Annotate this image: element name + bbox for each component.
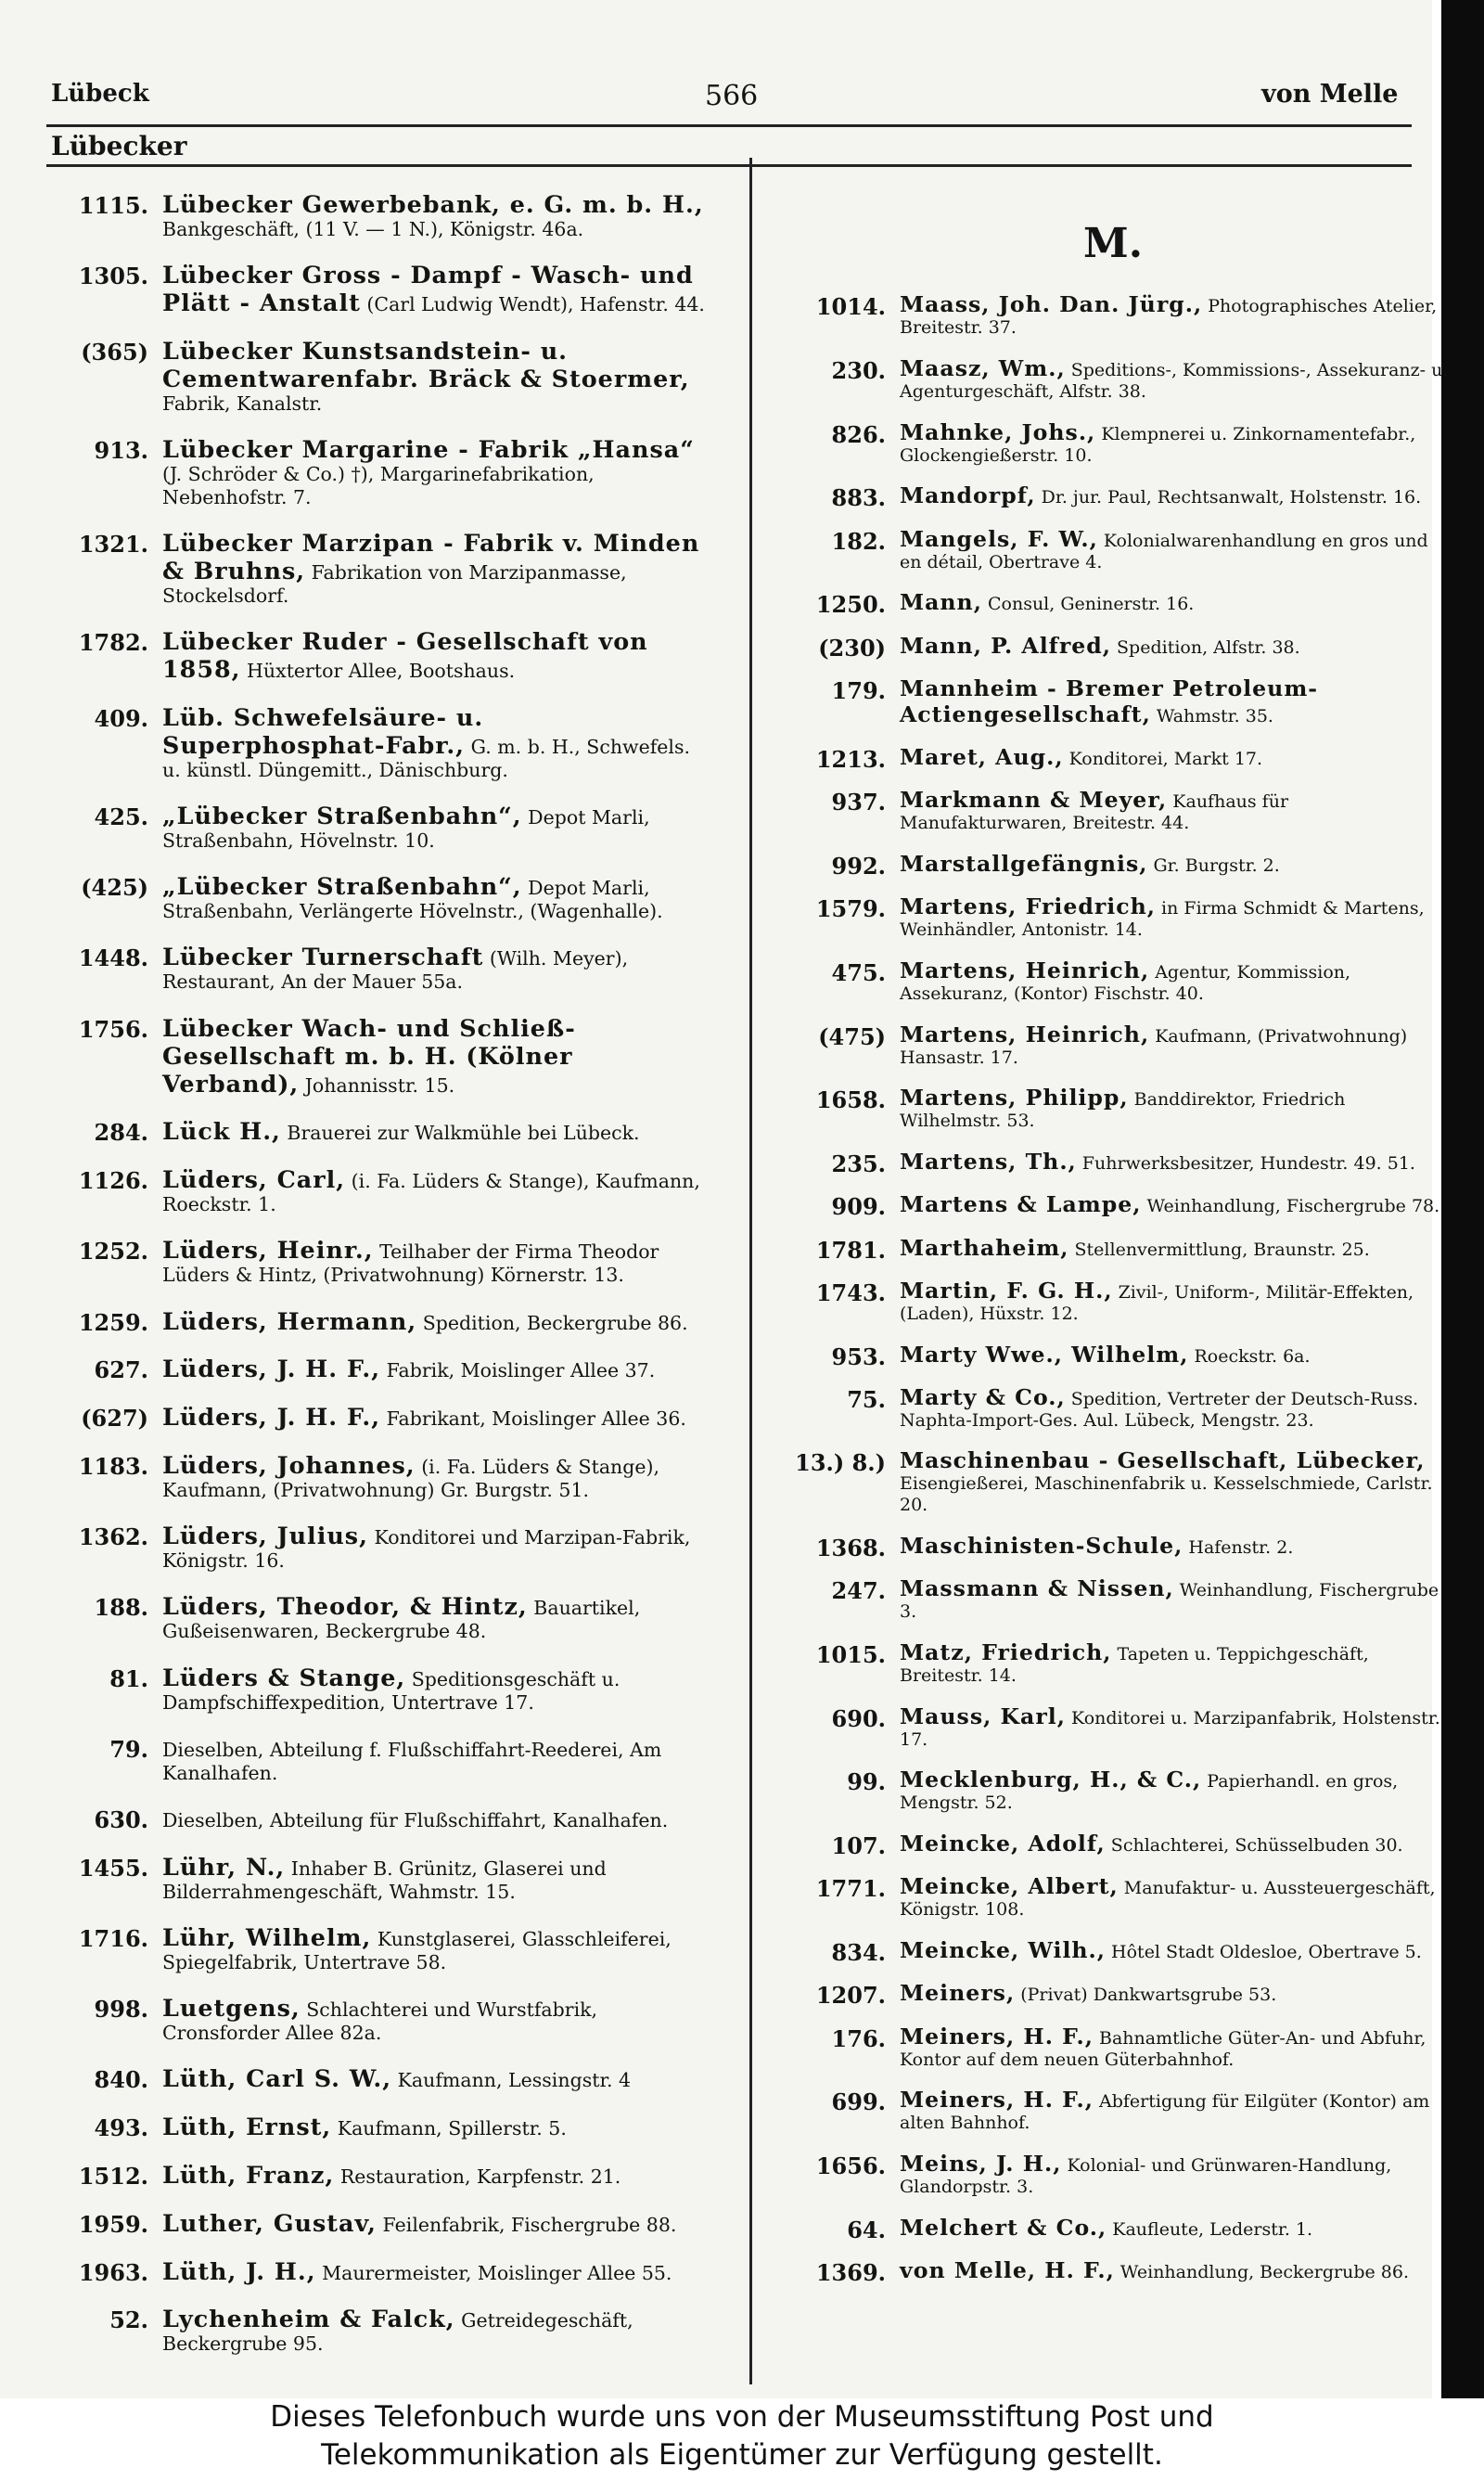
directory-entry <box>774 291 1452 339</box>
subscriber-detail: Kunstglaserei, Glasschleiferei, Spiegelfabrik, Untertrave 58. <box>162 1928 672 1974</box>
subscriber-detail: Kolonialwarenhandlung en gros und en détail, Obertrave 4. <box>900 530 1428 572</box>
directory-entry <box>37 1994 714 2044</box>
phone-number: 1656. <box>815 2152 886 2180</box>
phone-number: 182. <box>831 527 886 555</box>
subscriber-detail: (Carl Ludwig Wendt), Hafenstr. 44. <box>366 293 705 316</box>
subscriber-name: Lüders, Johannes, <box>162 1451 416 1480</box>
subscriber-detail: Bankgeschäft, (11 V. — 1 N.), Königstr. 46a. <box>162 218 584 240</box>
subscriber-name: Martens, Philipp, <box>900 1085 1129 1112</box>
directory-entry <box>37 337 714 415</box>
directory-entry <box>774 1022 1452 1069</box>
subscriber-name: Maasz, Wm., <box>900 354 1066 381</box>
subscriber-name: Lüders, Hermann, <box>162 1306 417 1335</box>
subscriber-name: Mecklenburg, H., & C., <box>900 1767 1202 1793</box>
footer-notice <box>0 2398 1484 2480</box>
subscriber-name: Lück H., <box>162 1117 281 1146</box>
phone-number: 188. <box>94 1594 148 1622</box>
subscriber-name: Maret, Aug., <box>900 743 1064 770</box>
subscriber-name: „Lübecker Straßenbahn“, <box>162 802 522 830</box>
directory-entry <box>774 1937 1452 1967</box>
subscriber-name: Mahnke, Johs., <box>900 418 1096 445</box>
subscriber-name: Lübecker Ruder - Gesellschaft von 1858, <box>162 627 648 684</box>
phone-number: (475) <box>818 1022 886 1050</box>
subscriber-name: „Lübecker Straßenbahn“, <box>162 872 522 901</box>
subscriber-detail: (i. Fa. Lüders & Stange), Kaufmann, Roeckstr. 1. <box>162 1170 700 1216</box>
phone-number: 1781. <box>815 1236 886 1264</box>
subscriber-detail: (J. Schröder & Co.) †), Margarinefabrikation, Nebenhofstr. 7. <box>162 463 595 508</box>
subscriber-name: Meincke, Albert, <box>900 1873 1119 1900</box>
subscriber-detail: Feilenfabrik, Fischergrube 88. <box>382 2213 677 2236</box>
subscriber-detail: Kaufmann, Lessingstr. 4 <box>397 2069 632 2092</box>
subscriber-detail: Spedition, Alfstr. 38. <box>1117 636 1300 658</box>
subscriber-detail: Weinhandlung, Fischergrube 78. <box>1146 1196 1440 1217</box>
directory-entry <box>774 1149 1452 1178</box>
subscriber-detail: Johannisstr. 15. <box>304 1073 455 1097</box>
phone-number: 630. <box>94 1806 148 1834</box>
directory-entry <box>774 1980 1452 2010</box>
subscriber-name: Lüders, Theodor, & Hintz, <box>162 1592 528 1621</box>
subscriber-detail: in Firma Schmidt & Martens, Weinhändler, Antonistr. 14. <box>900 898 1425 941</box>
phone-number: (627) <box>81 1405 148 1433</box>
directory-entry <box>774 589 1452 619</box>
subscriber-detail: Speditions-, Kommissions-, Assekuranz- u. Agenturgeschäft, Alfstr. 38. <box>900 359 1449 402</box>
subscriber-name: Maass, Joh. Dan. Jürg., <box>900 291 1203 317</box>
directory-entry <box>774 1447 1452 1515</box>
directory-entry <box>37 1805 714 1832</box>
subscriber-detail: G. m. b. H., Schwefels. u. künstl. Düngemitt., Dänischburg. <box>162 735 691 781</box>
subscriber-name: Marty Wwe., Wilhelm, <box>900 1341 1189 1368</box>
phone-number: 690. <box>831 1704 886 1732</box>
directory-entry <box>37 802 714 852</box>
phone-number: 1259. <box>78 1308 148 1336</box>
directory-entry <box>37 2257 714 2285</box>
catchword-left: Lübecker <box>51 131 187 161</box>
phone-number: 953. <box>831 1343 886 1370</box>
subscriber-detail: Hôtel Stadt Oldesloe, Obertrave 5. <box>1111 1942 1422 1963</box>
subscriber-detail: Dieselben, Abteilung f. Flußschiffahrt-Reederei, Am Kanalhafen. <box>162 1738 662 1784</box>
subscriber-name: Massmann & Nissen, <box>900 1575 1174 1602</box>
phone-number: (425) <box>81 874 148 902</box>
directory-entry <box>37 1355 714 1382</box>
phone-number: 627. <box>94 1356 148 1384</box>
phone-number: 1756. <box>78 1015 148 1043</box>
directory-entry <box>37 703 714 781</box>
phone-number: 1579. <box>815 895 886 923</box>
phone-number: 1368. <box>815 1534 886 1561</box>
phone-number: 1455. <box>78 1854 148 1882</box>
directory-entry <box>774 2215 1452 2241</box>
subscriber-name: Lüth, Ernst, <box>162 2113 332 2141</box>
phone-number: 1207. <box>815 1982 886 2010</box>
phone-number: 998. <box>94 1996 148 2024</box>
right-column <box>774 220 1452 2300</box>
subscriber-detail: Teilhaber der Firma Theodor Lüders & Hintz, (Privatwohnung) Körnerstr. 13. <box>162 1240 659 1287</box>
phone-number: 79. <box>109 1735 148 1763</box>
phone-number: 230. <box>831 356 886 384</box>
subscriber-detail: Maurermeister, Moislinger Allee 55. <box>322 2261 672 2284</box>
subscriber-name: Martens, Friedrich, <box>900 893 1156 920</box>
directory-entry <box>37 435 714 508</box>
phone-number: 1252. <box>78 1238 148 1266</box>
subscriber-name: Meiners, H. F., <box>900 2087 1094 2114</box>
directory-entry <box>774 1703 1452 1751</box>
subscriber-detail: Weinhandlung, Beckergrube 86. <box>1119 2262 1410 2283</box>
subscriber-detail: Weinhandlung, Fischergrube 3. <box>900 1580 1439 1623</box>
subscriber-detail: Tapeten u. Teppichgeschäft, Breitestr. 14. <box>900 1643 1369 1686</box>
phone-number: 909. <box>831 1193 886 1221</box>
subscriber-detail: Schlachterei, Schüsselbuden 30. <box>1110 1835 1403 1857</box>
directory-entry <box>37 627 714 683</box>
subscriber-name: Martens, Heinrich, <box>900 1021 1150 1047</box>
subscriber-name: Meincke, Adolf, <box>900 1831 1106 1857</box>
directory-entry <box>37 1014 714 1098</box>
phone-number: 1213. <box>815 745 886 773</box>
subscriber-name: Luther, Gustav, <box>162 2208 377 2237</box>
directory-entry <box>774 2024 1452 2071</box>
directory-entry <box>774 1278 1452 1325</box>
subscriber-detail: Fuhrwerksbesitzer, Hundestr. 49. 51. <box>1081 1153 1415 1175</box>
subscriber-name: Lüb. Schwefelsäure- u. Superphosphat-Fabr., <box>162 702 484 759</box>
subscriber-name: von Melle, H. F., <box>900 2257 1115 2284</box>
subscriber-name: Mandorpf, <box>900 482 1036 509</box>
directory-entry <box>37 1664 714 1714</box>
subscriber-detail: Photographisches Atelier, Breitestr. 37. <box>900 296 1438 338</box>
directory-entry <box>37 1853 714 1903</box>
phone-number: 1963. <box>78 2258 148 2286</box>
subscriber-name: Mangels, F. W., <box>900 525 1098 552</box>
footer-line-1: Dieses Telefonbuch wurde uns von der Museumsstiftung Post und <box>270 2400 1214 2434</box>
phone-number: 1743. <box>815 1279 886 1306</box>
directory-entry <box>774 632 1452 662</box>
subscriber-detail: Gr. Burgstr. 2. <box>1153 855 1280 876</box>
phone-number: 883. <box>831 484 886 512</box>
directory-entry <box>37 872 714 922</box>
subscriber-name: Lübecker Kunstsandstein- u. Cementwarenfabr. Bräck & Stoermer, <box>162 337 690 392</box>
subscriber-name: Luetgens, <box>162 1994 301 2023</box>
phone-number: 64. <box>847 2216 886 2243</box>
phone-number: 1115. <box>78 192 148 219</box>
subscriber-detail: Zivil-, Uniform-, Militär-Effekten, (Laden), Hüxstr. 12. <box>900 1281 1414 1324</box>
phone-number: 913. <box>94 437 148 465</box>
phone-number: 409. <box>94 704 148 732</box>
subscriber-name: Markmann & Meyer, <box>900 787 1168 814</box>
phone-number: 1771. <box>815 1875 886 1903</box>
subscriber-name: Meins, J. H., <box>900 2151 1062 2178</box>
phone-number: 75. <box>847 1385 886 1413</box>
phone-number: 1014. <box>815 293 886 320</box>
running-head-right: von Melle <box>1261 80 1399 109</box>
directory-entry <box>774 893 1452 941</box>
subscriber-detail: Banddirektor, Friedrich Wilhelmstr. 53. <box>900 1089 1346 1132</box>
phone-number: 235. <box>831 1150 886 1178</box>
phone-number: 107. <box>831 1832 886 1860</box>
subscriber-detail: Stellenvermittlung, Braunstr. 25. <box>1074 1239 1370 1260</box>
subscriber-name: Lühr, Wilhelm, <box>162 1923 372 1952</box>
subscriber-detail: Fabrik, Moislinger Allee 37. <box>386 1359 656 1382</box>
directory-entry <box>774 1085 1452 1132</box>
subscriber-detail: Kaufmann, Spillerstr. 5. <box>337 2117 567 2140</box>
phone-number: 1959. <box>78 2210 148 2238</box>
subscriber-name: Mauss, Karl, <box>900 1703 1066 1729</box>
directory-entry <box>774 1234 1452 1264</box>
phone-number: 699. <box>831 2088 886 2116</box>
directory-entry <box>774 2257 1452 2287</box>
directory-entry <box>37 2161 714 2189</box>
phone-number: 493. <box>94 2114 148 2142</box>
running-head-left: Lübeck <box>51 80 149 108</box>
subscriber-detail: Manufaktur- u. Aussteuergeschäft, Königstr. 108. <box>900 1878 1436 1921</box>
directory-entry <box>774 2151 1452 2198</box>
subscriber-name: Lychenheim & Falck, <box>162 2305 455 2333</box>
directory-entry <box>37 1236 714 1286</box>
phone-number: 1658. <box>815 1086 886 1114</box>
subscriber-name: Mann, <box>900 589 982 616</box>
subscriber-detail: Kaufmann, (Privatwohnung) Hansastr. 17. <box>900 1025 1408 1068</box>
subscriber-detail: Restauration, Karpfenstr. 21. <box>339 2165 621 2189</box>
directory-entry <box>774 1767 1452 1814</box>
subscriber-name: Lübecker Marzipan - Fabrik v. Minden & Bruhns, <box>162 528 700 585</box>
left-column <box>37 190 714 2376</box>
subscriber-name: Melchert & Co., <box>900 2214 1107 2241</box>
directory-entry <box>774 1384 1452 1432</box>
subscriber-name: Lübecker Turnerschaft <box>162 943 484 971</box>
directory-entry <box>37 1165 714 1215</box>
subscriber-name: Lüders, Heinr., <box>162 1236 374 1265</box>
phone-number: 179. <box>831 676 886 704</box>
phone-number: 81. <box>109 1664 148 1692</box>
subscriber-detail: Dieselben, Abteilung für Flußschiffahrt, Kanalhafen. <box>162 1809 669 1832</box>
directory-entry <box>37 1117 714 1145</box>
phone-number: 1321. <box>78 530 148 558</box>
subscriber-detail: Wahmstr. 35. <box>1156 705 1273 726</box>
subscriber-detail: Spedition, Vertreter der Deutsch-Russ. Naphta-Import-Ges. Aul. Lübeck, Mengstr. 23. <box>900 1388 1419 1431</box>
subscriber-detail: Konditorei und Marzipan-Fabrik, Königstr. 16. <box>162 1526 691 1573</box>
phone-number: 1782. <box>78 629 148 657</box>
phone-number: 284. <box>94 1119 148 1147</box>
phone-number: (230) <box>818 634 886 662</box>
phone-number: 425. <box>94 803 148 831</box>
subscriber-name: Lüders, J. H. F., <box>162 1355 381 1383</box>
subscriber-name: Lüders & Stange, <box>162 1663 406 1691</box>
subscriber-detail: Papierhandl. en gros, Mengstr. 52. <box>900 1771 1399 1814</box>
subscriber-name: Meincke, Wilh., <box>900 1937 1106 1964</box>
subscriber-detail: (i. Fa. Lüders & Stange), Kaufmann, (Privatwohnung) Gr. Burgstr. 51. <box>162 1456 660 1502</box>
directory-entry <box>774 850 1452 880</box>
phone-number: 1716. <box>78 1925 148 1953</box>
phone-number: 1305. <box>78 263 148 290</box>
phone-number: 52. <box>109 2307 148 2334</box>
subscriber-detail: Abfertigung für Eilgüter (Kontor) am alten Bahnhof. <box>900 2091 1430 2134</box>
phone-number: 1126. <box>78 1167 148 1195</box>
subscriber-detail: Depot Marli, Straßenbahn, Hövelnstr. 10. <box>162 806 650 853</box>
subscriber-name: Maschinisten-Schule, <box>900 1532 1183 1559</box>
subscriber-detail: Kaufhaus für Manufakturwaren, Breitestr. 44. <box>900 791 1289 834</box>
directory-entry <box>37 261 714 316</box>
phone-number: 1448. <box>78 944 148 972</box>
directory-entry <box>774 355 1452 403</box>
directory-entry <box>37 529 714 607</box>
subscriber-name: Lüders, J. H. F., <box>162 1403 381 1432</box>
directory-entry <box>774 526 1452 573</box>
directory-entry <box>774 1831 1452 1860</box>
phone-number: (365) <box>81 339 148 366</box>
directory-entry <box>774 957 1452 1005</box>
subscriber-name: Meiners, <box>900 1980 1016 2007</box>
subscriber-detail: Speditionsgeschäft u. Dampfschiffexpedition, Untertrave 17. <box>162 1667 620 1714</box>
directory-entry <box>774 787 1452 834</box>
phone-number: 826. <box>831 420 886 448</box>
subscriber-name: Marty & Co., <box>900 1383 1066 1410</box>
phone-number: 992. <box>831 852 886 880</box>
subscriber-name: Lüders, Julius, <box>162 1522 368 1550</box>
phone-number: 1015. <box>815 1640 886 1668</box>
directory-entry <box>37 2209 714 2237</box>
subscriber-name: Martens & Lampe, <box>900 1191 1142 1218</box>
subscriber-detail: Konditorei, Markt 17. <box>1068 748 1263 769</box>
directory-entry <box>37 1923 714 1973</box>
subscriber-name: Meiners, H. F., <box>900 2023 1094 2050</box>
section-letter: M. <box>1082 220 1144 267</box>
subscriber-detail: (Wilh. Meyer), Restaurant, An der Mauer 55a. <box>162 947 629 994</box>
directory-entry <box>37 1734 714 1784</box>
subscriber-detail: Consul, Geninerstr. 16. <box>987 594 1195 615</box>
right-entries <box>774 291 1452 2287</box>
subscriber-name: Maschinenbau - Gesellschaft, Lübecker, <box>900 1447 1426 1474</box>
subscriber-name: Lüders, Carl, <box>162 1165 346 1194</box>
directory-entry <box>774 1639 1452 1687</box>
subscriber-detail: Hafenstr. 2. <box>1188 1536 1294 1558</box>
directory-entry <box>37 1522 714 1572</box>
subscriber-detail: Schlachterei und Wurstfabrik, Cronsforder Allee 82a. <box>162 1998 598 2045</box>
subscriber-detail: Brauerei zur Walkmühle bei Lübeck. <box>287 1122 640 1145</box>
phone-number: 475. <box>831 958 886 986</box>
phone-number: 99. <box>847 1768 886 1796</box>
subscriber-name: Matz, Friedrich, <box>900 1638 1112 1665</box>
subscriber-detail: Inhaber B. Grünitz, Glaserei und Bilderrahmengeschäft, Wahmstr. 15. <box>162 1857 607 1903</box>
directory-entry <box>37 1403 714 1431</box>
subscriber-name: Lübecker Gewerbebank, e. G. m. b. H., <box>162 190 704 218</box>
subscriber-detail: Dr. jur. Paul, Rechtsanwalt, Holstenstr. 16. <box>1041 487 1422 508</box>
subscriber-detail: Fabrikant, Moislinger Allee 36. <box>386 1407 686 1431</box>
subscriber-name: Martens, Th., <box>900 1149 1077 1176</box>
subscriber-detail: Fabrikation von Marzipanmasse, Stockelsdorf. <box>162 560 627 607</box>
subscriber-name: Mann, P. Alfred, <box>900 632 1111 659</box>
subscriber-name: Mannheim - Bremer Petroleum-Actiengesellschaft, <box>900 675 1319 727</box>
subscriber-detail: Kaufleute, Lederstr. 1. <box>1112 2218 1313 2240</box>
phone-number: 1369. <box>815 2259 886 2287</box>
phone-number: 834. <box>831 1939 886 1967</box>
directory-entry <box>774 482 1452 512</box>
subscriber-name: Martin, F. G. H., <box>900 1277 1113 1304</box>
directory-entry <box>774 1342 1452 1368</box>
subscriber-detail: Spedition, Beckergrube 86. <box>422 1311 688 1334</box>
phone-number: 247. <box>831 1577 886 1605</box>
subscriber-detail: (Privat) Dankwartsgrube 53. <box>1020 1985 1277 2006</box>
directory-entry <box>37 2064 714 2092</box>
directory-entry <box>774 2087 1452 2134</box>
phone-number: 1183. <box>78 1453 148 1481</box>
subscriber-name: Lüth, Franz, <box>162 2161 335 2190</box>
subscriber-name: Marthaheim, <box>900 1234 1069 1261</box>
directory-entry <box>774 419 1452 467</box>
subscriber-detail: Klempnerei u. Zinkornamentefabr., Glockengießerstr. 10. <box>900 423 1416 466</box>
header-rule-bottom <box>46 164 1412 167</box>
subscriber-name: Marstallgefängnis, <box>900 850 1148 877</box>
subscriber-detail: Eisengießerei, Maschinenfabrik u. Kesselschmiede, Carlstr. 20. <box>900 1473 1433 1516</box>
subscriber-name: Martens, Heinrich, <box>900 957 1150 983</box>
subscriber-detail: Roeckstr. 6a. <box>1194 1345 1311 1367</box>
subscriber-detail: Bauartikel, Gußeisenwaren, Beckergrube 48. <box>162 1597 641 1643</box>
subscriber-detail: Hüxtertor Allee, Bootshaus. <box>247 660 516 683</box>
directory-entry <box>37 1307 714 1335</box>
subscriber-name: Lübecker Gross - Dampf - Wasch- und Plätt - Anstalt <box>162 261 694 317</box>
subscriber-detail: Bahnamtliche Güter-An- und Abfuhr, Kontor auf dem neuen Güterbahnhof. <box>900 2027 1426 2070</box>
phone-number: 937. <box>831 789 886 816</box>
directory-entry <box>37 2305 714 2355</box>
directory-entry <box>774 1533 1452 1559</box>
phone-number: 1512. <box>78 2163 148 2191</box>
directory-entry <box>774 1873 1452 1921</box>
subscriber-detail: Getreidegeschäft, Beckergrube 95. <box>162 2309 633 2356</box>
column-divider <box>749 158 752 2384</box>
phone-number: 176. <box>831 2024 886 2052</box>
directory-entry <box>774 1191 1452 1221</box>
phone-number: 13.) 8.) <box>795 1449 886 1477</box>
subscriber-name: Lübecker Wach- und Schließ-Gesellschaft m. b. H. (Kölner Verband), <box>162 1013 576 1098</box>
subscriber-detail: Depot Marli, Straßenbahn, Verlängerte Hövelnstr., (Wagenhalle). <box>162 877 663 923</box>
directory-entry <box>37 1451 714 1501</box>
subscriber-detail: Fabrik, Kanalstr. <box>162 392 323 415</box>
subscriber-detail: Agentur, Kommission, Assekuranz, (Kontor) Fischstr. 40. <box>900 961 1351 1004</box>
subscriber-detail: Konditorei u. Marzipanfabrik, Holstenstr. 17. <box>900 1707 1440 1750</box>
subscriber-name: Lüth, Carl S. W., <box>162 2064 392 2093</box>
page-number: 566 <box>705 80 759 112</box>
directory-entry <box>37 2113 714 2140</box>
phone-number: 1362. <box>78 1523 148 1551</box>
phone-number: 1250. <box>815 591 886 619</box>
subscriber-name: Lübecker Margarine - Fabrik „Hansa“ <box>162 435 695 464</box>
header-rule-top <box>46 124 1412 127</box>
footer-line-2: Telekommunikation als Eigentümer zur Verfügung gestellt. <box>321 2438 1163 2472</box>
directory-entry <box>37 1592 714 1642</box>
phone-number: 840. <box>94 2066 148 2094</box>
directory-entry <box>774 1575 1452 1623</box>
subscriber-name: Lühr, N., <box>162 1852 286 1881</box>
subscriber-detail: Kolonial- und Grünwaren-Handlung, Glandorpstr. 3. <box>900 2155 1392 2198</box>
directory-entry <box>774 743 1452 773</box>
subscriber-name: Lüth, J. H., <box>162 2256 316 2285</box>
directory-entry <box>774 675 1452 727</box>
directory-entry <box>37 943 714 993</box>
directory-entry <box>37 190 714 240</box>
